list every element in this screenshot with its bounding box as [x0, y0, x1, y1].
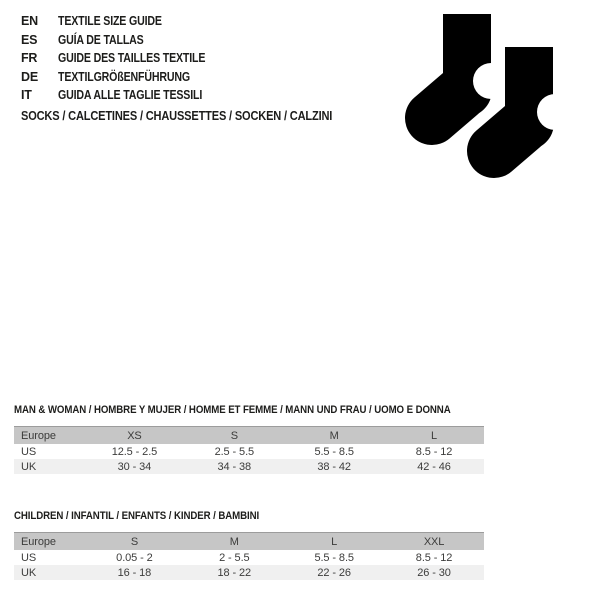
- column-header: M: [184, 533, 284, 551]
- language-label: TEXTILE SIZE GUIDE: [58, 14, 162, 28]
- table-row: [14, 459, 484, 474]
- table-header-row: [14, 427, 484, 445]
- size-cell: 16 - 18: [85, 565, 185, 580]
- size-table-adults: [14, 426, 484, 474]
- table-title: MAN & WOMAN / HOMBRE Y MUJER / HOMME ET FEMME / MANN UND FRAU / UOMO E DONNA: [14, 404, 451, 416]
- column-header: Europe: [14, 427, 85, 445]
- language-row: [21, 31, 231, 50]
- column-header: S: [85, 533, 185, 551]
- column-header: XXL: [384, 533, 484, 551]
- table-title: CHILDREN / INFANTIL / ENFANTS / KINDER / BAMBINI: [14, 510, 260, 522]
- size-cell: 42 - 46: [384, 459, 484, 474]
- category-line: SOCKS / CALCETINES / CHAUSSETTES / SOCKEN / CALZINI: [21, 108, 333, 123]
- size-table-section-children: [14, 509, 484, 580]
- language-label: GUIDE DES TAILLES TEXTILE: [58, 51, 206, 66]
- language-code: FR: [21, 51, 38, 66]
- language-code: IT: [21, 88, 32, 103]
- column-header: S: [184, 427, 284, 445]
- size-cell: 2.5 - 5.5: [184, 444, 284, 459]
- socks-icon: [404, 14, 557, 180]
- column-header: Europe: [14, 533, 85, 551]
- size-cell: 12.5 - 2.5: [85, 444, 185, 459]
- language-code: DE: [21, 69, 38, 84]
- size-table-section-adults: [14, 403, 484, 474]
- table-header-row: [14, 533, 484, 551]
- size-table-children: [14, 532, 484, 580]
- row-label: US: [14, 550, 85, 565]
- language-label: GUÍA DE TALLAS: [58, 32, 144, 47]
- column-header: M: [284, 427, 384, 445]
- language-row: [21, 86, 231, 105]
- column-header: XS: [85, 427, 185, 445]
- language-code: ES: [21, 32, 38, 47]
- language-label: GUIDA ALLE TAGLIE TESSILI: [58, 88, 203, 103]
- row-label: UK: [14, 459, 85, 474]
- row-label: UK: [14, 565, 85, 580]
- column-header: L: [284, 533, 384, 551]
- size-cell: 5.5 - 8.5: [284, 550, 384, 565]
- size-cell: 0.05 - 2: [85, 550, 185, 565]
- table-row: [14, 444, 484, 459]
- row-label: US: [14, 444, 85, 459]
- size-cell: 18 - 22: [184, 565, 284, 580]
- size-cell: 34 - 38: [184, 459, 284, 474]
- language-row: [21, 68, 231, 87]
- table-row: [14, 550, 484, 565]
- column-header: L: [384, 427, 484, 445]
- language-code: EN: [21, 14, 38, 28]
- size-cell: 2 - 5.5: [184, 550, 284, 565]
- size-cell: 8.5 - 12: [384, 444, 484, 459]
- size-cell: 22 - 26: [284, 565, 384, 580]
- size-cell: 8.5 - 12: [384, 550, 484, 565]
- language-row: [21, 49, 231, 68]
- size-cell: 5.5 - 8.5: [284, 444, 384, 459]
- language-list: [21, 12, 231, 105]
- size-cell: 26 - 30: [384, 565, 484, 580]
- sock-heel-notch: [473, 63, 509, 99]
- size-cell: 30 - 34: [85, 459, 185, 474]
- language-row: [21, 12, 231, 31]
- language-label: TEXTILGRÖßENFÜHRUNG: [58, 69, 190, 84]
- size-cell: 38 - 42: [284, 459, 384, 474]
- table-row: [14, 565, 484, 580]
